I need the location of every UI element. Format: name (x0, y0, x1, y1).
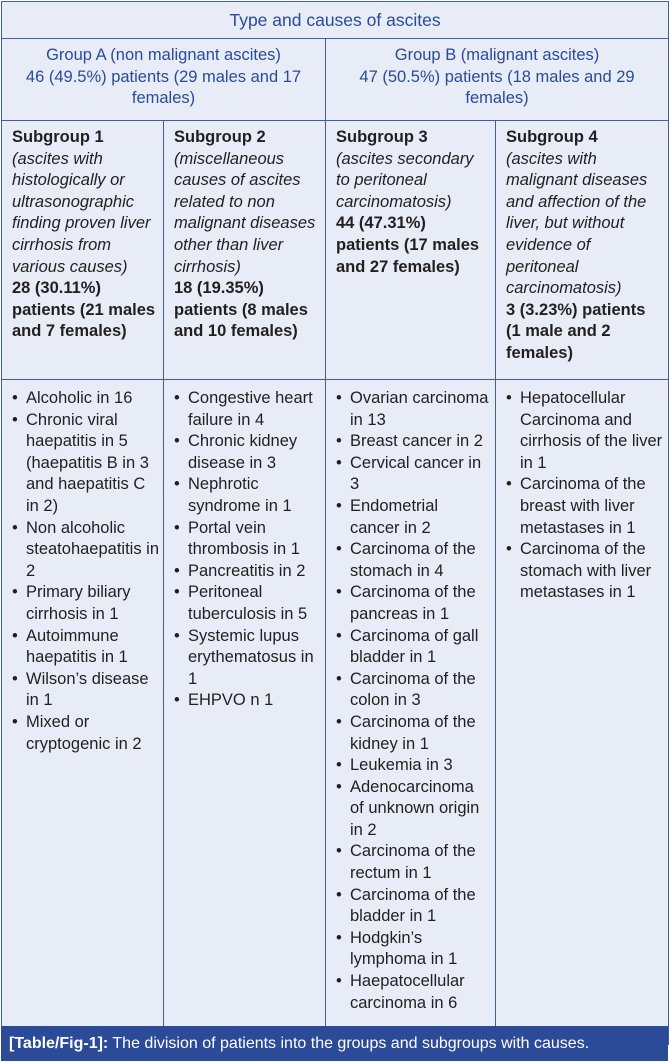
cause-item: • Carcinoma of the colon in 3 (334, 669, 491, 712)
figure-caption (1, 1026, 668, 1061)
subgroup-1-count: 28 (30.11%) patients (21 males and 7 females) (12, 279, 156, 341)
cause-item: • Primary biliary cirrhosis in 1 (10, 582, 159, 625)
cause-item: • Peritoneal tuberculosis in 5 (172, 582, 321, 625)
cause-list (334, 388, 491, 1014)
subgroup-3-description: (ascites secondary to peritoneal carcinomatosis) (336, 149, 474, 211)
cause-item: • Mixed or cryptogenic in 2 (10, 712, 159, 755)
cause-item: • Carcinoma of the pancreas in 1 (334, 582, 491, 625)
group-b-header (326, 39, 669, 121)
subgroup-1-description: (ascites with histologically or ultrasonographic finding proven liver cirrhosis from various causes) (12, 149, 151, 276)
subgroup-1-title: Subgroup 1 (12, 128, 104, 146)
cause-item: • Carcinoma of the bladder in 1 (334, 885, 491, 928)
cause-item: • Chronic kidney disease in 3 (172, 431, 321, 474)
subgroup-4-header (496, 121, 669, 380)
table-title: Type and causes of ascites (2, 2, 669, 39)
subgroup-2-title: Subgroup 2 (174, 128, 266, 146)
cause-item: • Portal vein thrombosis in 1 (172, 518, 321, 561)
group-a-patients: 46 (49.5%) patients (29 males and 17 females) (25, 67, 302, 107)
cause-item: • Carcinoma of the kidney in 1 (334, 712, 491, 755)
group-a-header (2, 39, 326, 121)
cause-item: • Alcoholic in 16 (10, 388, 159, 410)
cause-item: • Carcinoma of the stomach with liver metastases in 1 (504, 539, 664, 604)
group-a-name: Group A (non malignant ascites) (46, 46, 281, 64)
cause-item: • Pancreatitis in 2 (172, 561, 321, 583)
caption-label: [Table/Fig-1]: (9, 1035, 109, 1052)
cause-item: • Haepatocellular carcinoma in 6 (334, 971, 491, 1014)
caption-text: The division of patients into the groups and subgroups with causes. (112, 1035, 590, 1052)
subgroup-2-causes (164, 380, 326, 1045)
cause-item: • Carcinoma of the stomach in 4 (334, 539, 491, 582)
cause-item: • Non alcoholic steatohaepatitis in 2 (10, 518, 159, 583)
cause-item: • Autoimmune haepatitis in 1 (10, 626, 159, 669)
cause-item: • Breast cancer in 2 (334, 431, 491, 453)
subgroup-4-causes (496, 380, 669, 1045)
cause-item: • Hodgkin’s lymphoma in 1 (334, 928, 491, 971)
group-b-name: Group B (malignant ascites) (394, 46, 600, 64)
cause-item: • Ovarian carcinoma in 13 (334, 388, 491, 431)
cause-item: • Congestive heart failure in 4 (172, 388, 321, 431)
cause-item: • Cervical cancer in 3 (334, 453, 491, 496)
cause-item: • Carcinoma of gall bladder in 1 (334, 626, 491, 669)
subgroup-3-count: 44 (47.31%) patients (17 males and 27 females) (336, 214, 480, 276)
cause-list (172, 388, 321, 712)
subgroup-3-causes (326, 380, 496, 1045)
subgroup-1-causes (2, 380, 164, 1045)
cause-list (10, 388, 159, 755)
cause-item: • Wilson’s disease in 1 (10, 669, 159, 712)
cause-item: • Nephrotic syndrome in 1 (172, 474, 321, 517)
cause-list (504, 388, 664, 604)
subgroup-4-title: Subgroup 4 (506, 128, 598, 146)
ascites-table (1, 1, 669, 1045)
subgroup-2-description: (miscellaneous causes of ascites related to non malignant diseases other than liver cirrhosis) (174, 149, 316, 276)
subgroup-4-count: 3 (3.23%) patients (1 male and 2 females) (506, 300, 646, 362)
cause-item: • Hepatocellular Carcinoma and cirrhosis of the liver in 1 (504, 388, 664, 474)
subgroup-3-title: Subgroup 3 (336, 128, 428, 146)
subgroup-1-header (2, 121, 164, 380)
group-b-patients: 47 (50.5%) patients (18 males and 29 females) (359, 67, 635, 107)
cause-item: • Adenocarcinoma of unknown origin in 2 (334, 777, 491, 842)
cause-item: • Leukemia in 3 (334, 755, 491, 777)
subgroup-3-header (326, 121, 496, 380)
cause-item: • Carcinoma of the rectum in 1 (334, 841, 491, 884)
cause-item: • Chronic viral haepatitis in 5 (haepatitis B in 3 and haepatitis C in 2) (10, 410, 159, 518)
subgroup-2-header (164, 121, 326, 380)
subgroup-2-count: 18 (19.35%) patients (8 males and 10 females) (174, 279, 308, 341)
cause-item: • EHPVO n 1 (172, 690, 321, 712)
cause-item: • Carcinoma of the breast with liver metastases in 1 (504, 474, 664, 539)
subgroup-4-description: (ascites with malignant diseases and affection of the liver, but without evidence of peritoneal carcinomatosis) (506, 149, 648, 298)
cause-item: • Systemic lupus erythematosus in 1 (172, 626, 321, 691)
cause-item: • Endometrial cancer in 2 (334, 496, 491, 539)
